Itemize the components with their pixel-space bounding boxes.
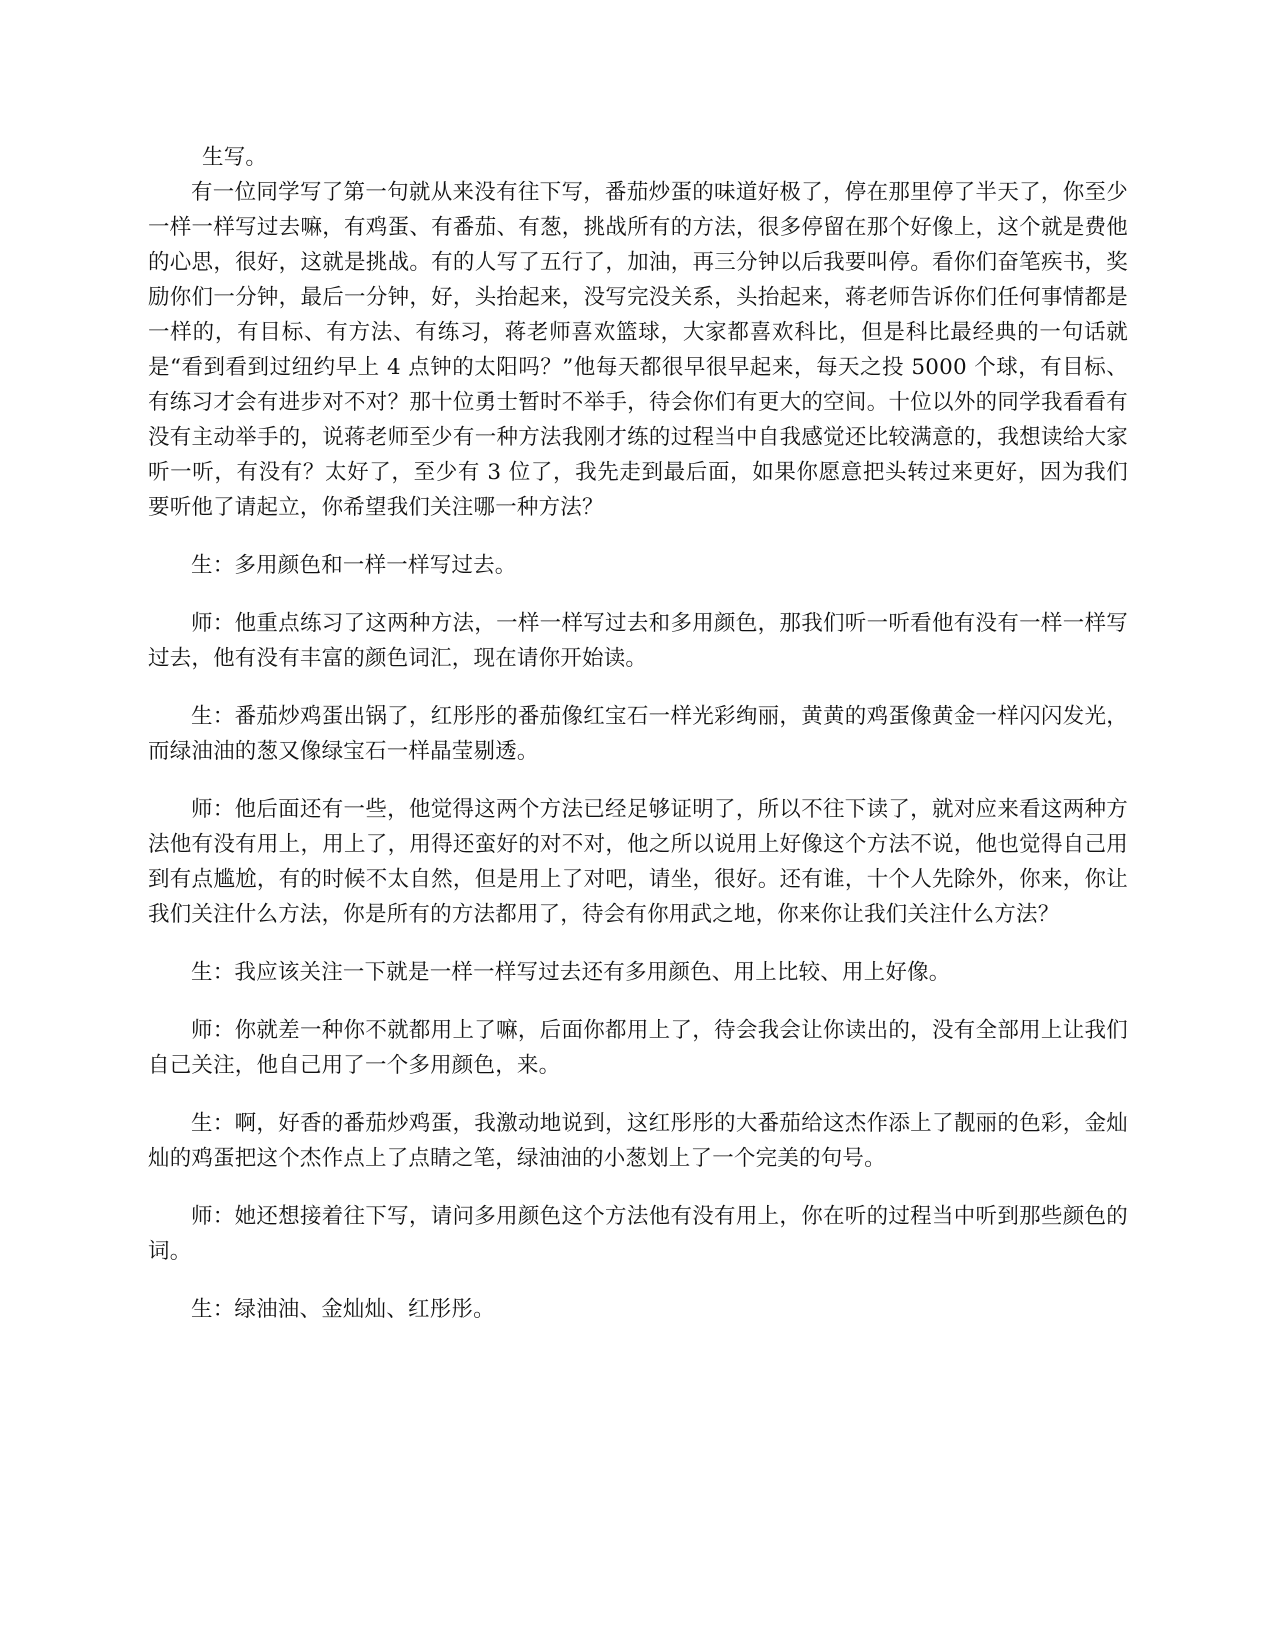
paragraph-student-reply-3: 生：绿油油、金灿灿、红彤彤。 (191, 1297, 495, 1322)
paragraph-teacher-reply-2: 师：他后面还有一些，他觉得这两个方法已经足够证明了，所以不往下读了，就对应来看这两种方法他有没有用上，用上了，用得还蛮好的对不对，他之所以说用上好像这个方法不说，他也觉得自己用到有点尴尬，有的时候不太自然，但是用上了对吧，请坐，很好。还有谁，十个人先除外，你来，你让我们关注什么方法，你是所有的方法都用了，待会有你用武之地，你来你让我们关注什么方法？ (148, 797, 1128, 927)
paragraph-continuation: 生写。 (202, 145, 268, 170)
document-page (148, 140, 1128, 1327)
paragraph-student-reading-2: 生：啊，好香的番茄炒鸡蛋，我激动地说到，这红彤彤的大番茄给这杰作添上了靓丽的色彩，金灿灿的鸡蛋把这个杰作点上了点睛之笔，绿油油的小葱划上了一个完美的句号。 (148, 1111, 1128, 1171)
paragraph-teacher-reply-3: 师：你就差一种你不就都用上了嘛，后面你都用上了，待会我会让你读出的，没有全部用上让我们自己关注，他自己用了一个多用颜色，来。 (148, 1018, 1128, 1078)
paragraph-student-reply-2: 生：我应该关注一下就是一样一样写过去还有多用颜色、用上比较、用上好像。 (191, 960, 951, 985)
paragraph-student-reply-1: 生：多用颜色和一样一样写过去。 (191, 553, 517, 578)
paragraph-student-reading-1: 生：番茄炒鸡蛋出锅了，红彤彤的番茄像红宝石一样光彩绚丽，黄黄的鸡蛋像黄金一样闪闪发光，而绿油油的葱又像绿宝石一样晶莹剔透。 (148, 704, 1128, 764)
paragraph-teacher-reply-1: 师：他重点练习了这两种方法，一样一样写过去和多用颜色，那我们听一听看他有没有一样一样写过去，他有没有丰富的颜色词汇，现在请你开始读。 (148, 611, 1128, 671)
paragraph-teacher-reply-4: 师：她还想接着往下写，请问多用颜色这个方法他有没有用上，你在听的过程当中听到那些颜色的词。 (148, 1204, 1128, 1264)
paragraph-teacher-narration: 有一位同学写了第一句就从来没有往下写，番茄炒蛋的味道好极了，停在那里停了半天了，你至少一样一样写过去嘛，有鸡蛋、有番茄、有葱，挑战所有的方法，很多停留在那个好像上，这个就是费他的心思，很好，这就是挑战。有的人写了五行了，加油，再三分钟以后我要叫停。看你们奋笔疾书，奖励你们一分钟，最后一分钟，好，头抬起来，没写完没关系，头抬起来，蒋老师告诉你们任何事情都是一样的，有目标、有方法、有练习，蒋老师喜欢篮球，大家都喜欢科比，但是科比最经典的一句话就是“看到看到过纽约早上 4 点钟的太阳吗？”他每天都很早很早起来，每天之投 5000 个球，有目标、有练习才会有进步对不对？那十位勇士暂时不举手，待会你们有更大的空间。十位以外的同学我看看有没有主动举手的，说蒋老师至少有一种方法我刚才练的过程当中自我感觉还比较满意的，我想读给大家听一听，有没有？太好了，至少有 3 位了，我先走到最后面，如果你愿意把头转过来更好，因为我们要听他了请起立，你希望我们关注哪一种方法？ (148, 180, 1128, 520)
